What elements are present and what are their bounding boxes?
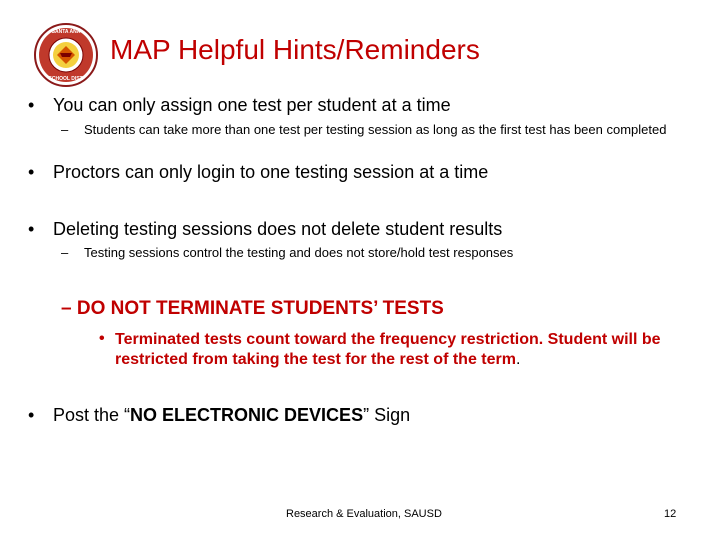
warning-heading: – DO NOT TERMINATE STUDENTS’ TESTS (61, 298, 444, 319)
warning-detail: Terminated tests count toward the frequency restriction. Student will be restricted from taking the test for the rest of the term. (115, 331, 661, 368)
warning-bullet-mark: • (99, 330, 105, 347)
district-seal-logo (33, 22, 99, 88)
sub-dash-mark: – (61, 245, 69, 260)
sub-bullet-text: Students can take more than one test per testing session as long as the first test has been completed (84, 122, 667, 137)
bullet-mark: • (28, 405, 35, 425)
bullet-mark: • (28, 219, 35, 239)
footer-source: Research & Evaluation, SAUSD (286, 508, 442, 520)
bullet-mark: • (28, 95, 35, 115)
bullet-text: Post the “NO ELECTRONIC DEVICES” Sign (53, 405, 411, 425)
svg-text:SCHOOL DIST.: SCHOOL DIST. (48, 76, 84, 82)
page-number: 12 (664, 508, 677, 520)
slide-title: MAP Helpful Hints/Reminders (110, 34, 480, 65)
sub-bullet-text: Testing sessions control the testing and does not store/hold test responses (84, 245, 514, 260)
bullet-text: You can only assign one test per student at a time (53, 95, 451, 115)
svg-text:SANTA ANA: SANTA ANA (51, 29, 81, 35)
bullet-text: Proctors can only login to one testing session at a time (53, 162, 489, 182)
bullet-mark: • (28, 162, 35, 182)
sub-dash-mark: – (61, 122, 69, 137)
bullet-text: Deleting testing sessions does not delete student results (53, 219, 503, 239)
